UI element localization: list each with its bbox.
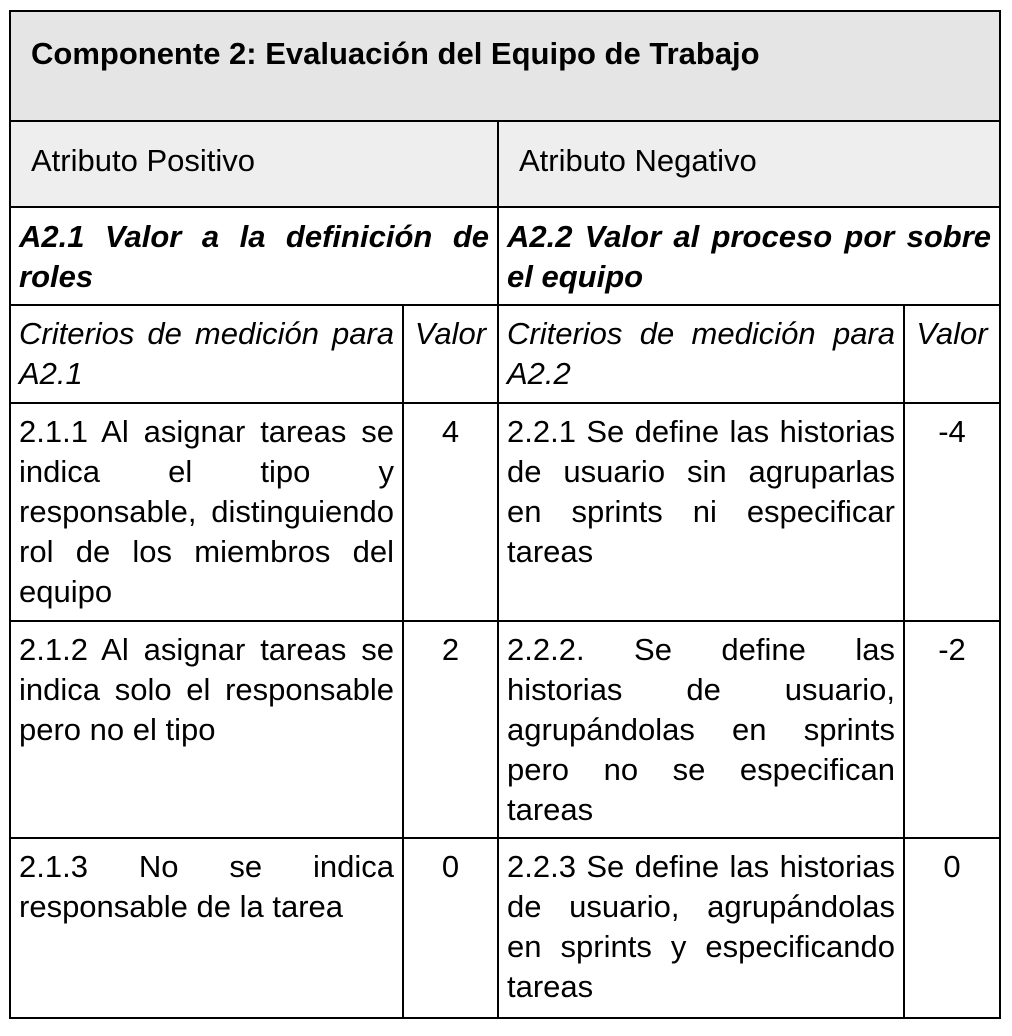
positive-attribute-name: A2.1 Valor a la definición de roles bbox=[19, 219, 489, 294]
positive-attribute-name-cell bbox=[10, 207, 498, 305]
positive-value-header-cell bbox=[403, 305, 498, 403]
positive-value-cell bbox=[403, 403, 498, 621]
table-row bbox=[10, 621, 1000, 838]
positive-criteria-header: Criterios de medición para A2.1 bbox=[19, 316, 394, 391]
title-row bbox=[10, 11, 1000, 121]
negative-value-header-cell bbox=[904, 305, 1000, 403]
negative-attribute-cell bbox=[498, 121, 1000, 207]
evaluation-table bbox=[9, 10, 1001, 1019]
negative-value-header: Valor bbox=[916, 316, 988, 351]
negative-value: -4 bbox=[938, 414, 966, 449]
positive-criterion: 2.1.3 No se indica responsable de la tarea bbox=[19, 849, 394, 924]
negative-criterion-cell bbox=[498, 621, 904, 838]
attribute-name-row bbox=[10, 207, 1000, 305]
negative-value-cell bbox=[904, 403, 1000, 621]
positive-criterion-cell bbox=[10, 403, 403, 621]
negative-criterion: 2.2.3 Se define las historias de usuario, agrupándolas en sprints y especificando tareas bbox=[507, 849, 895, 1004]
negative-value: 0 bbox=[943, 849, 961, 884]
positive-criterion: 2.1.1 Al asignar tareas se indica el tipo y responsable, distinguiendo rol de los miembros del equipo bbox=[19, 414, 394, 609]
negative-value-cell bbox=[904, 838, 1000, 1018]
negative-criterion-cell bbox=[498, 838, 904, 1018]
positive-value: 2 bbox=[441, 632, 460, 667]
negative-criteria-header-cell bbox=[498, 305, 904, 403]
positive-attribute-heading: Atributo Positivo bbox=[31, 143, 255, 178]
positive-criterion-cell bbox=[10, 838, 403, 1018]
positive-criteria-header-cell bbox=[10, 305, 403, 403]
positive-attribute-cell bbox=[10, 121, 498, 207]
negative-attribute-name-cell bbox=[498, 207, 1000, 305]
positive-criterion: 2.1.2 Al asignar tareas se indica solo el responsable pero no el tipo bbox=[19, 632, 394, 747]
negative-value-cell bbox=[904, 621, 1000, 838]
negative-criterion: 2.2.1 Se define las historias de usuario sin agruparlas en sprints ni especificar tareas bbox=[507, 414, 895, 569]
table-row bbox=[10, 838, 1000, 1018]
positive-criterion-cell bbox=[10, 621, 403, 838]
table-row bbox=[10, 403, 1000, 621]
positive-value-header: Valor bbox=[414, 316, 487, 351]
positive-value-cell bbox=[403, 621, 498, 838]
negative-criterion-cell bbox=[498, 403, 904, 621]
title-cell bbox=[10, 11, 1000, 121]
attribute-type-row bbox=[10, 121, 1000, 207]
positive-value: 4 bbox=[441, 414, 460, 449]
table-title: Componente 2: Evaluación del Equipo de Trabajo bbox=[31, 36, 760, 71]
negative-value: -2 bbox=[938, 632, 966, 667]
criteria-header-row bbox=[10, 305, 1000, 403]
negative-criteria-header: Criterios de medición para A2.2 bbox=[507, 316, 895, 391]
positive-value: 0 bbox=[441, 849, 460, 884]
positive-value-cell bbox=[403, 838, 498, 1018]
negative-attribute-name: A2.2 Valor al proceso por sobre el equipo bbox=[507, 219, 992, 294]
negative-criterion: 2.2.2. Se define las historias de usuario, agrupándolas en sprints pero no se especifican tareas bbox=[507, 632, 895, 827]
negative-attribute-heading: Atributo Negativo bbox=[519, 143, 757, 178]
